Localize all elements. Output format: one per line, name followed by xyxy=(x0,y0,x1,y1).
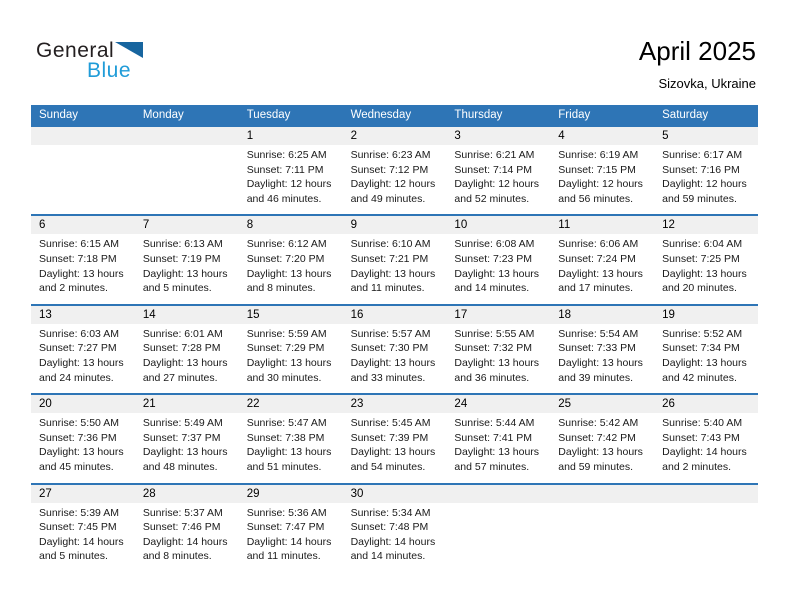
day-number: 2 xyxy=(343,127,447,145)
day-number xyxy=(31,127,135,145)
day-info xyxy=(31,324,135,393)
weekday-header-wednesday: Wednesday xyxy=(350,109,412,121)
calendar-day-cell-6 xyxy=(31,216,135,303)
calendar-day-cell-22 xyxy=(239,395,343,482)
day-info xyxy=(239,324,343,393)
daylight-minutes-line: and 20 minutes. xyxy=(662,282,737,295)
daylight-line: Daylight: 12 hours xyxy=(454,178,540,191)
day-info xyxy=(135,503,239,572)
day-info xyxy=(446,324,550,393)
daylight-line: Daylight: 14 hours xyxy=(39,535,124,548)
daylight-minutes-line: and 56 minutes. xyxy=(558,192,633,205)
sunset-line: Sunset: 7:20 PM xyxy=(246,252,325,265)
day-info xyxy=(343,145,447,214)
daylight-minutes-line: and 11 minutes. xyxy=(350,282,425,295)
daylight-minutes-line: and 54 minutes. xyxy=(350,460,426,473)
daylight-minutes-line: and 57 minutes. xyxy=(454,460,530,473)
week-row-5 xyxy=(31,483,758,572)
day-number: 15 xyxy=(239,306,343,324)
day-number: 30 xyxy=(343,485,447,503)
daylight-minutes-line: and 45 minutes. xyxy=(39,460,114,473)
day-number: 18 xyxy=(550,306,654,324)
daylight-line: Daylight: 13 hours xyxy=(39,356,124,369)
daylight-minutes-line: and 2 minutes. xyxy=(39,282,108,295)
calendar-day-cell-10 xyxy=(446,216,550,303)
day-number: 26 xyxy=(654,395,758,413)
daylight-line: Daylight: 12 hours xyxy=(662,178,747,191)
sunset-line: Sunset: 7:11 PM xyxy=(246,163,324,176)
week-row-1 xyxy=(31,125,758,214)
calendar-day-cell-29 xyxy=(239,485,343,572)
sunset-line: Sunset: 7:24 PM xyxy=(558,252,636,265)
sunrise-line: Sunrise: 5:45 AM xyxy=(350,417,431,430)
sunrise-line: Sunrise: 5:42 AM xyxy=(558,417,639,430)
sunrise-line: Sunrise: 5:34 AM xyxy=(350,506,431,519)
day-info xyxy=(654,145,758,214)
sunset-line: Sunset: 7:27 PM xyxy=(39,342,117,355)
sunset-line: Sunset: 7:41 PM xyxy=(454,431,533,444)
daylight-minutes-line: and 33 minutes. xyxy=(350,371,426,384)
day-info xyxy=(446,234,550,303)
day-number: 13 xyxy=(31,306,135,324)
sunrise-line: Sunrise: 5:36 AM xyxy=(246,506,327,519)
calendar-day-cell-24 xyxy=(446,395,550,482)
title-block xyxy=(639,36,756,91)
day-info xyxy=(343,503,447,572)
logo-text-general: General xyxy=(36,39,115,62)
calendar-day-cell-21 xyxy=(135,395,239,482)
calendar-day-cell-4 xyxy=(550,127,654,214)
weekday-header-row xyxy=(31,105,758,125)
sunrise-line: Sunrise: 5:50 AM xyxy=(39,417,119,430)
daylight-line: Daylight: 13 hours xyxy=(39,267,124,280)
day-info xyxy=(654,413,758,482)
calendar-day-cell-23 xyxy=(343,395,447,482)
daylight-line: Daylight: 13 hours xyxy=(350,267,436,280)
day-number: 3 xyxy=(446,127,550,145)
day-number: 9 xyxy=(343,216,447,234)
sunrise-line: Sunrise: 6:21 AM xyxy=(454,149,535,161)
day-info xyxy=(31,234,135,303)
sunset-line: Sunset: 7:15 PM xyxy=(558,163,636,176)
calendar-day-cell-25 xyxy=(550,395,654,482)
calendar-day-cell-28 xyxy=(135,485,239,572)
daylight-minutes-line: and 14 minutes. xyxy=(350,550,426,563)
day-number: 14 xyxy=(135,306,239,324)
sunrise-line: Sunrise: 6:25 AM xyxy=(246,149,327,161)
sunrise-line: Sunrise: 5:54 AM xyxy=(558,327,639,340)
daylight-line: Daylight: 13 hours xyxy=(454,446,540,459)
calendar-day-cell-empty xyxy=(446,485,550,572)
sunrise-line: Sunrise: 6:10 AM xyxy=(350,238,431,251)
sunset-line: Sunset: 7:23 PM xyxy=(454,252,533,265)
day-info xyxy=(239,503,343,572)
sunrise-line: Sunrise: 6:08 AM xyxy=(454,238,535,251)
sunrise-line: Sunrise: 5:49 AM xyxy=(142,417,223,430)
day-info xyxy=(31,413,135,482)
daylight-minutes-line: and 14 minutes. xyxy=(454,282,530,295)
day-number: 4 xyxy=(550,127,654,145)
day-info xyxy=(135,324,239,393)
sunset-line: Sunset: 7:37 PM xyxy=(142,431,221,444)
day-number: 5 xyxy=(654,127,758,145)
day-number: 21 xyxy=(135,395,239,413)
calendar-table xyxy=(31,105,758,572)
sunset-line: Sunset: 7:45 PM xyxy=(39,521,117,534)
sunrise-line: Sunrise: 5:59 AM xyxy=(246,327,327,340)
calendar-day-cell-empty xyxy=(654,485,758,572)
weekday-header-saturday: Saturday xyxy=(662,109,709,121)
daylight-line: Daylight: 13 hours xyxy=(246,356,332,369)
day-number: 28 xyxy=(135,485,239,503)
weekday-header-tuesday: Tuesday xyxy=(246,109,291,121)
weekday-header-friday: Friday xyxy=(558,109,591,121)
sunrise-line: Sunrise: 5:52 AM xyxy=(662,327,743,340)
calendar-day-cell-empty xyxy=(135,127,239,214)
daylight-minutes-line: and 5 minutes. xyxy=(39,550,108,563)
weekday-header-sunday: Sunday xyxy=(39,109,79,121)
day-info xyxy=(550,145,654,214)
day-number xyxy=(446,485,550,503)
daylight-minutes-line: and 27 minutes. xyxy=(142,371,218,384)
daylight-line: Daylight: 13 hours xyxy=(662,267,747,280)
day-info xyxy=(446,145,550,214)
sunset-line: Sunset: 7:38 PM xyxy=(246,431,325,444)
day-number: 20 xyxy=(31,395,135,413)
sunrise-line: Sunrise: 6:01 AM xyxy=(142,327,223,340)
sunset-line: Sunset: 7:25 PM xyxy=(662,252,740,265)
calendar-day-cell-12 xyxy=(654,216,758,303)
daylight-minutes-line: and 39 minutes. xyxy=(558,371,633,384)
sunrise-line: Sunrise: 6:23 AM xyxy=(350,149,431,161)
sunset-line: Sunset: 7:29 PM xyxy=(246,342,325,355)
calendar-day-cell-18 xyxy=(550,306,654,393)
sunrise-line: Sunrise: 5:40 AM xyxy=(662,417,743,430)
day-number: 25 xyxy=(550,395,654,413)
week-row-3 xyxy=(31,304,758,393)
day-info xyxy=(343,234,447,303)
sunrise-line: Sunrise: 5:39 AM xyxy=(39,506,119,519)
daylight-line: Daylight: 12 hours xyxy=(558,178,643,191)
daylight-line: Daylight: 13 hours xyxy=(350,356,436,369)
calendar-day-cell-30 xyxy=(343,485,447,572)
day-number xyxy=(550,485,654,503)
sunset-line: Sunset: 7:19 PM xyxy=(142,252,221,265)
calendar-day-cell-26 xyxy=(654,395,758,482)
daylight-minutes-line: and 59 minutes. xyxy=(662,192,737,205)
daylight-minutes-line: and 8 minutes. xyxy=(142,550,212,563)
daylight-line: Daylight: 13 hours xyxy=(454,267,540,280)
daylight-minutes-line: and 42 minutes. xyxy=(662,371,737,384)
sunrise-line: Sunrise: 5:55 AM xyxy=(454,327,535,340)
calendar-day-cell-19 xyxy=(654,306,758,393)
sunset-line: Sunset: 7:30 PM xyxy=(350,342,429,355)
sunset-line: Sunset: 7:32 PM xyxy=(454,342,533,355)
sunrise-line: Sunrise: 6:15 AM xyxy=(39,238,119,251)
sunset-line: Sunset: 7:43 PM xyxy=(662,431,740,444)
day-info xyxy=(343,413,447,482)
sunset-line: Sunset: 7:34 PM xyxy=(662,342,740,355)
day-info xyxy=(239,413,343,482)
day-number: 17 xyxy=(446,306,550,324)
week-row-2 xyxy=(31,214,758,303)
sunset-line: Sunset: 7:28 PM xyxy=(142,342,221,355)
calendar-day-cell-17 xyxy=(446,306,550,393)
daylight-minutes-line: and 30 minutes. xyxy=(246,371,322,384)
daylight-minutes-line: and 24 minutes. xyxy=(39,371,114,384)
calendar-day-cell-15 xyxy=(239,306,343,393)
daylight-line: Daylight: 12 hours xyxy=(246,178,332,191)
calendar-day-cell-20 xyxy=(31,395,135,482)
daylight-line: Daylight: 13 hours xyxy=(350,446,436,459)
sunset-line: Sunset: 7:39 PM xyxy=(350,431,429,444)
sunrise-line: Sunrise: 6:06 AM xyxy=(558,238,639,251)
day-info xyxy=(343,324,447,393)
day-info xyxy=(446,413,550,482)
sunset-line: Sunset: 7:47 PM xyxy=(246,521,325,534)
daylight-minutes-line: and 11 minutes. xyxy=(246,550,321,563)
day-info xyxy=(31,503,135,572)
sunrise-line: Sunrise: 6:13 AM xyxy=(142,238,223,251)
daylight-minutes-line: and 48 minutes. xyxy=(142,460,218,473)
page-title: April 2025 xyxy=(638,36,756,66)
week-row-4 xyxy=(31,393,758,482)
daylight-line: Daylight: 13 hours xyxy=(454,356,540,369)
daylight-minutes-line: and 59 minutes. xyxy=(558,460,633,473)
day-number: 11 xyxy=(550,216,654,234)
daylight-minutes-line: and 17 minutes. xyxy=(558,282,633,295)
sunrise-line: Sunrise: 6:03 AM xyxy=(39,327,119,340)
daylight-minutes-line: and 8 minutes. xyxy=(246,282,316,295)
daylight-minutes-line: and 49 minutes. xyxy=(350,192,426,205)
sunrise-line: Sunrise: 6:17 AM xyxy=(662,149,743,161)
calendar-day-cell-empty xyxy=(550,485,654,572)
daylight-line: Daylight: 14 hours xyxy=(142,535,228,548)
day-number: 29 xyxy=(239,485,343,503)
day-number: 10 xyxy=(446,216,550,234)
day-number: 22 xyxy=(239,395,343,413)
day-number: 8 xyxy=(239,216,343,234)
sunset-line: Sunset: 7:46 PM xyxy=(142,521,221,534)
day-info xyxy=(239,234,343,303)
calendar-day-cell-13 xyxy=(31,306,135,393)
daylight-line: Daylight: 14 hours xyxy=(350,535,436,548)
sunset-line: Sunset: 7:16 PM xyxy=(662,163,740,176)
daylight-line: Daylight: 13 hours xyxy=(558,267,643,280)
sunset-line: Sunset: 7:48 PM xyxy=(350,521,429,534)
calendar-day-cell-3 xyxy=(446,127,550,214)
sunrise-line: Sunrise: 6:04 AM xyxy=(662,238,743,251)
calendar-day-cell-27 xyxy=(31,485,135,572)
calendar-day-cell-empty xyxy=(31,127,135,214)
daylight-line: Daylight: 13 hours xyxy=(142,356,228,369)
daylight-line: Daylight: 14 hours xyxy=(662,446,747,459)
day-number: 6 xyxy=(31,216,135,234)
day-info xyxy=(654,324,758,393)
daylight-minutes-line: and 2 minutes. xyxy=(662,460,732,473)
day-number: 12 xyxy=(654,216,758,234)
sunrise-line: Sunrise: 6:19 AM xyxy=(558,149,639,161)
day-info xyxy=(239,145,343,214)
daylight-line: Daylight: 13 hours xyxy=(142,446,228,459)
day-number: 19 xyxy=(654,306,758,324)
page-subtitle-location: Sizovka, Ukraine xyxy=(658,76,756,91)
sunset-line: Sunset: 7:18 PM xyxy=(39,252,117,265)
day-info xyxy=(550,413,654,482)
day-info xyxy=(654,234,758,303)
daylight-line: Daylight: 13 hours xyxy=(558,356,643,369)
sunset-line: Sunset: 7:42 PM xyxy=(558,431,636,444)
day-number: 7 xyxy=(135,216,239,234)
weekday-header-thursday: Thursday xyxy=(454,109,503,121)
day-info xyxy=(550,324,654,393)
sunset-line: Sunset: 7:21 PM xyxy=(350,252,429,265)
sunset-line: Sunset: 7:12 PM xyxy=(350,163,429,176)
day-number: 16 xyxy=(343,306,447,324)
day-info xyxy=(135,234,239,303)
daylight-line: Daylight: 13 hours xyxy=(142,267,228,280)
day-number: 27 xyxy=(31,485,135,503)
calendar-day-cell-14 xyxy=(135,306,239,393)
sunset-line: Sunset: 7:33 PM xyxy=(558,342,636,355)
sunrise-line: Sunrise: 5:37 AM xyxy=(142,506,223,519)
sunset-line: Sunset: 7:14 PM xyxy=(454,163,533,176)
general-blue-logo xyxy=(36,40,143,81)
daylight-minutes-line: and 51 minutes. xyxy=(246,460,322,473)
daylight-line: Daylight: 13 hours xyxy=(39,446,124,459)
calendar-day-cell-11 xyxy=(550,216,654,303)
calendar-day-cell-1 xyxy=(239,127,343,214)
sunrise-line: Sunrise: 6:12 AM xyxy=(246,238,327,251)
calendar-day-cell-2 xyxy=(343,127,447,214)
calendar-day-cell-7 xyxy=(135,216,239,303)
daylight-minutes-line: and 52 minutes. xyxy=(454,192,530,205)
weekday-header-monday: Monday xyxy=(142,109,184,121)
day-number: 23 xyxy=(343,395,447,413)
logo-text-blue: Blue xyxy=(87,59,132,82)
calendar-day-cell-16 xyxy=(343,306,447,393)
daylight-line: Daylight: 13 hours xyxy=(246,267,332,280)
daylight-minutes-line: and 46 minutes. xyxy=(246,192,322,205)
daylight-line: Daylight: 12 hours xyxy=(350,178,436,191)
day-number: 24 xyxy=(446,395,550,413)
calendar-day-cell-5 xyxy=(654,127,758,214)
daylight-line: Daylight: 14 hours xyxy=(246,535,332,548)
day-number xyxy=(135,127,239,145)
calendar-day-cell-8 xyxy=(239,216,343,303)
daylight-line: Daylight: 13 hours xyxy=(558,446,643,459)
calendar-day-cell-9 xyxy=(343,216,447,303)
day-info xyxy=(550,234,654,303)
day-number xyxy=(654,485,758,503)
day-number: 1 xyxy=(239,127,343,145)
calendar-weeks xyxy=(31,125,758,572)
daylight-line: Daylight: 13 hours xyxy=(246,446,332,459)
sunrise-line: Sunrise: 5:44 AM xyxy=(454,417,535,430)
daylight-minutes-line: and 5 minutes. xyxy=(142,282,212,295)
sunrise-line: Sunrise: 5:57 AM xyxy=(350,327,431,340)
daylight-line: Daylight: 13 hours xyxy=(662,356,747,369)
sunset-line: Sunset: 7:36 PM xyxy=(39,431,117,444)
day-info xyxy=(135,413,239,482)
daylight-minutes-line: and 36 minutes. xyxy=(454,371,530,384)
sunrise-line: Sunrise: 5:47 AM xyxy=(246,417,327,430)
